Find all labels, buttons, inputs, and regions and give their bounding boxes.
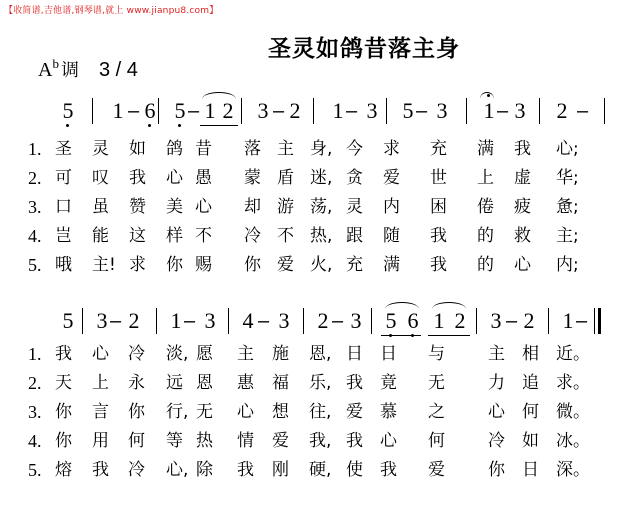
lyric-syllable: 主;: [556, 226, 579, 246]
lyric-syllable: 想: [272, 402, 289, 422]
verse-number: 5.: [28, 255, 42, 275]
lyric-syllable: 可: [55, 168, 72, 188]
lyric-syllable: 相: [522, 344, 539, 364]
verse-number: 1.: [28, 139, 42, 159]
note-digit: 5: [385, 308, 397, 333]
sustain-dash: –: [346, 100, 358, 122]
lyric-syllable: 日: [380, 344, 397, 364]
lyric-syllable: 满: [383, 255, 400, 275]
lyric-syllable: 岂: [55, 226, 72, 246]
lyric-syllable: 你: [55, 431, 72, 451]
sustain-dash: –: [506, 310, 518, 332]
lyric-syllable: 情: [237, 431, 254, 451]
note: [255, 100, 271, 122]
lyric-syllable: 我: [237, 460, 254, 480]
lyric-syllable: 世: [430, 168, 447, 188]
sustain-dash: –: [110, 310, 122, 332]
note-digit: 1: [433, 308, 445, 333]
key-label: 调: [60, 60, 79, 81]
lyric-syllable: 除: [196, 460, 213, 480]
note-digit: 3: [257, 98, 269, 123]
note-digit: 4: [242, 308, 254, 333]
lyric-syllable: 心: [488, 402, 505, 422]
barline: [548, 308, 549, 334]
final-barline-thin: [594, 308, 595, 334]
lyric-syllable: 赐: [195, 255, 212, 275]
lyric-syllable: 内;: [556, 255, 579, 275]
note-digit: 6: [407, 308, 419, 333]
watermark-text: 【收简谱,吉他谱,钢琴谱,就上 www.jianpu8.com】: [4, 6, 219, 16]
barline: [539, 98, 540, 124]
lyric-syllable: 与: [428, 344, 445, 364]
lyric-syllable: 如: [522, 431, 539, 451]
note: [172, 100, 188, 122]
song-title: 圣灵如鸽昔落主身: [268, 36, 460, 62]
verse-number: 5.: [28, 460, 42, 480]
melody-line-2: [0, 310, 640, 344]
lyric-syllable: 我: [380, 460, 397, 480]
lyric-syllable: 之: [428, 402, 445, 422]
note: [168, 310, 184, 332]
lyric-syllable: 日: [346, 344, 363, 364]
note-digit: 1: [562, 308, 574, 333]
note-digit: 1: [332, 98, 344, 123]
lyric-syllable: 冰。: [556, 431, 590, 451]
lyric-syllable: 远: [166, 373, 183, 393]
lyric-syllable: 灵: [92, 139, 109, 159]
lyric-syllable: 华;: [556, 168, 579, 188]
lyric-syllable: 冷: [128, 344, 145, 364]
barline: [303, 308, 304, 334]
lyric-syllable: 我: [430, 226, 447, 246]
barline: [313, 98, 314, 124]
lyric-syllable: 永: [128, 373, 145, 393]
note: [481, 100, 497, 122]
sustain-dash: –: [184, 310, 196, 332]
sustain-dash: –: [128, 100, 140, 122]
slur-arc: [202, 92, 236, 99]
note: [400, 100, 416, 122]
lyric-syllable: 天: [55, 373, 72, 393]
barline: [156, 308, 157, 334]
lyric-syllable: 哦: [55, 255, 72, 275]
lyric-syllable: 不: [277, 226, 294, 246]
lyric-syllable: 叹: [92, 168, 109, 188]
lyric-syllable: 求: [129, 255, 146, 275]
lyric-syllable: 心: [92, 344, 109, 364]
lyric-syllable: 不: [195, 226, 212, 246]
lyric-syllable: 圣: [55, 139, 72, 159]
lyric-syllable: 昔: [195, 139, 212, 159]
lyric-syllable: 心: [380, 431, 397, 451]
note: [220, 100, 236, 122]
lyric-syllable: 使: [346, 460, 363, 480]
sustain-dash: –: [332, 310, 344, 332]
lyric-syllable: 随: [383, 226, 400, 246]
lyric-syllable: 你: [488, 460, 505, 480]
lyric-syllable: 如: [129, 139, 146, 159]
note-digit: 1: [112, 98, 124, 123]
sustain-dash: –: [273, 100, 285, 122]
note: [94, 310, 110, 332]
lyric-syllable: 心,: [166, 460, 189, 480]
lyric-syllable: 你: [166, 255, 183, 275]
lyric-syllable: 用: [92, 431, 109, 451]
lyric-syllable: 恩: [196, 373, 213, 393]
lyric-syllable: 盾: [277, 168, 294, 188]
lyric-syllable: 灵: [346, 197, 363, 217]
verse-number: 4.: [28, 226, 42, 246]
lyric-syllable: 等: [166, 431, 183, 451]
lyric-syllable: 蒙: [244, 168, 261, 188]
lyric-syllable: 爱: [428, 460, 445, 480]
lyric-syllable: 施: [272, 344, 289, 364]
lyric-syllable: 恩,: [309, 344, 332, 364]
lyric-syllable: 主: [277, 139, 294, 159]
lyric-syllable: 内: [383, 197, 400, 217]
lyric-syllable: 的: [477, 226, 494, 246]
lyric-syllable: 迷,: [310, 168, 333, 188]
lyric-syllable: 主!: [92, 255, 116, 275]
melody-line-1: [0, 100, 640, 134]
note-digit: 3: [490, 308, 502, 333]
note: [521, 310, 537, 332]
note-digit: 3: [514, 98, 526, 123]
flat-accidental: b: [52, 56, 59, 71]
note-digit: 6: [144, 98, 156, 123]
lyric-syllable: 心: [195, 197, 212, 217]
lyric-syllable: 热,: [310, 226, 333, 246]
note: [554, 100, 570, 122]
lyric-syllable: 愚: [195, 168, 212, 188]
lyric-syllable: 上: [92, 373, 109, 393]
lyric-syllable: 冷: [128, 460, 145, 480]
lyric-syllable: 熔: [55, 460, 72, 480]
low-octave-dot: [148, 124, 151, 127]
verse-number: 1.: [28, 344, 42, 364]
lyric-syllable: 硬,: [309, 460, 332, 480]
lyric-syllable: 我: [346, 431, 363, 451]
note: [142, 100, 158, 122]
sustain-dash: –: [258, 310, 270, 332]
slur-arc: [432, 302, 466, 309]
barline: [241, 98, 242, 124]
lyric-syllable: 淡,: [166, 344, 189, 364]
lyric-syllable: 何: [522, 402, 539, 422]
sustain-dash: –: [576, 310, 588, 332]
note: [431, 310, 447, 332]
note: [348, 310, 364, 332]
lyric-syllable: 何: [128, 431, 145, 451]
barline: [158, 98, 159, 124]
lyric-syllable: 鸽: [166, 139, 183, 159]
low-octave-dot: [66, 124, 69, 127]
note-digit: 2: [317, 308, 329, 333]
lyric-syllable: 福: [272, 373, 289, 393]
note-digit: 1: [483, 98, 495, 123]
slur-arc: [480, 92, 494, 99]
lyric-syllable: 倦: [477, 197, 494, 217]
lyric-syllable: 无: [196, 402, 213, 422]
lyric-syllable: 你: [55, 402, 72, 422]
lyric-syllable: 惠: [237, 373, 254, 393]
barline: [604, 98, 605, 124]
lyric-syllable: 刚: [272, 460, 289, 480]
sustain-dash: –: [188, 100, 200, 122]
lyric-syllable: 我: [514, 139, 531, 159]
note: [110, 100, 126, 122]
note: [560, 310, 576, 332]
note: [287, 100, 303, 122]
time-signature: 3 / 4: [98, 59, 138, 81]
lyric-syllable: 心;: [556, 139, 579, 159]
barline: [466, 98, 467, 124]
note-digit: 3: [350, 308, 362, 333]
lyric-syllable: 求。: [556, 373, 590, 393]
lyric-syllable: 爱: [346, 402, 363, 422]
lyric-syllable: 爱: [272, 431, 289, 451]
lyric-syllable: 这: [129, 226, 146, 246]
sustain-dash: –: [577, 100, 589, 122]
barline: [371, 308, 372, 334]
note-digit: 3: [436, 98, 448, 123]
lyric-syllable: 困: [430, 197, 447, 217]
final-barline: [598, 308, 601, 334]
note: [405, 310, 421, 332]
lyric-syllable: 荡,: [310, 197, 333, 217]
note-digit: 1: [204, 98, 216, 123]
lyric-syllable: 你: [244, 255, 261, 275]
lyric-syllable: 力: [488, 373, 505, 393]
lyric-syllable: 跟: [346, 226, 363, 246]
note: [202, 100, 218, 122]
note-digit: 5: [402, 98, 414, 123]
lyric-syllable: 救: [514, 226, 531, 246]
lyric-syllable: 往,: [309, 402, 332, 422]
slur-arc: [385, 302, 419, 309]
lyric-syllable: 行,: [166, 402, 189, 422]
note-digit: 2: [128, 308, 140, 333]
lyric-syllable: 微。: [556, 402, 590, 422]
barline: [82, 308, 83, 334]
note: [315, 310, 331, 332]
lyric-syllable: 美: [166, 197, 183, 217]
barline: [386, 98, 387, 124]
lyric-syllable: 追: [522, 373, 539, 393]
lyric-syllable: 疲: [514, 197, 531, 217]
lyric-syllable: 样: [166, 226, 183, 246]
lyric-syllable: 落: [244, 139, 261, 159]
verse-number: 2.: [28, 373, 42, 393]
note: [240, 310, 256, 332]
note: [276, 310, 292, 332]
lyric-syllable: 今: [346, 139, 363, 159]
note-digit: 3: [366, 98, 378, 123]
note-digit: 3: [204, 308, 216, 333]
barline: [476, 308, 477, 334]
lyric-syllable: 言: [92, 402, 109, 422]
note: [60, 100, 76, 122]
note-digit: 1: [170, 308, 182, 333]
lyric-syllable: 惫;: [556, 197, 579, 217]
note: [512, 100, 528, 122]
lyric-syllable: 我,: [309, 431, 332, 451]
note: [364, 100, 380, 122]
eighth-note-underline: [381, 335, 421, 336]
note: [202, 310, 218, 332]
note-digit: 2: [523, 308, 535, 333]
lyric-syllable: 日: [522, 460, 539, 480]
lyric-syllable: 无: [428, 373, 445, 393]
lyric-syllable: 我: [129, 168, 146, 188]
lyric-syllable: 愿: [196, 344, 213, 364]
note-digit: 3: [96, 308, 108, 333]
lyric-syllable: 主: [237, 344, 254, 364]
note: [434, 100, 450, 122]
verse-number: 3.: [28, 402, 42, 422]
lyric-syllable: 虚: [514, 168, 531, 188]
note: [126, 310, 142, 332]
barline: [92, 98, 93, 124]
note: [330, 100, 346, 122]
lyric-syllable: 游: [277, 197, 294, 217]
note-digit: 2: [289, 98, 301, 123]
verse-number: 4.: [28, 431, 42, 451]
lyric-syllable: 乐,: [309, 373, 332, 393]
low-octave-dot: [178, 124, 181, 127]
lyric-syllable: 上: [477, 168, 494, 188]
note: [488, 310, 504, 332]
note-digit: 3: [278, 308, 290, 333]
verse-number: 3.: [28, 197, 42, 217]
key-letter: A: [38, 59, 53, 81]
lyric-syllable: 能: [92, 226, 109, 246]
note: [383, 310, 399, 332]
sustain-dash: –: [416, 100, 428, 122]
lyric-syllable: 求: [383, 139, 400, 159]
lyric-syllable: 贪: [346, 168, 363, 188]
barline: [228, 308, 229, 334]
lyric-syllable: 心: [237, 402, 254, 422]
sustain-dash: –: [497, 100, 509, 122]
lyric-syllable: 深。: [556, 460, 590, 480]
note-digit: 2: [454, 308, 466, 333]
lyric-syllable: 的: [477, 255, 494, 275]
lyric-syllable: 热: [196, 431, 213, 451]
lyric-syllable: 爱: [383, 168, 400, 188]
lyric-syllable: 赞: [129, 197, 146, 217]
lyric-syllable: 爱: [277, 255, 294, 275]
lyric-syllable: 主: [488, 344, 505, 364]
lyric-syllable: 何: [428, 431, 445, 451]
lyric-syllable: 火,: [310, 255, 333, 275]
lyric-syllable: 我: [55, 344, 72, 364]
lyric-syllable: 你: [128, 402, 145, 422]
note: [452, 310, 468, 332]
note-digit: 5: [174, 98, 186, 123]
note-digit: 5: [62, 98, 74, 123]
note: [60, 310, 76, 332]
note-digit: 5: [62, 308, 74, 333]
lyric-syllable: 虽: [92, 197, 109, 217]
lyric-syllable: 心: [514, 255, 531, 275]
note-digit: 2: [222, 98, 234, 123]
eighth-note-underline: [200, 125, 238, 126]
lyric-syllable: 我: [430, 255, 447, 275]
lyric-syllable: 充: [346, 255, 363, 275]
lyric-syllable: 却: [244, 197, 261, 217]
note-digit: 2: [556, 98, 568, 123]
lyric-syllable: 冷: [244, 226, 261, 246]
lyric-syllable: 竟: [380, 373, 397, 393]
lyric-syllable: 慕: [380, 402, 397, 422]
lyric-syllable: 口: [55, 197, 72, 217]
lyric-syllable: 身,: [310, 139, 333, 159]
lyric-syllable: 近。: [556, 344, 590, 364]
lyric-syllable: 我: [92, 460, 109, 480]
lyric-syllable: 心: [166, 168, 183, 188]
lyric-syllable: 冷: [488, 431, 505, 451]
verse-number: 2.: [28, 168, 42, 188]
lyric-syllable: 满: [477, 139, 494, 159]
key-signature: [38, 56, 138, 82]
lyric-syllable: 充: [430, 139, 447, 159]
eighth-note-underline: [428, 335, 470, 336]
lyric-syllable: 我: [346, 373, 363, 393]
